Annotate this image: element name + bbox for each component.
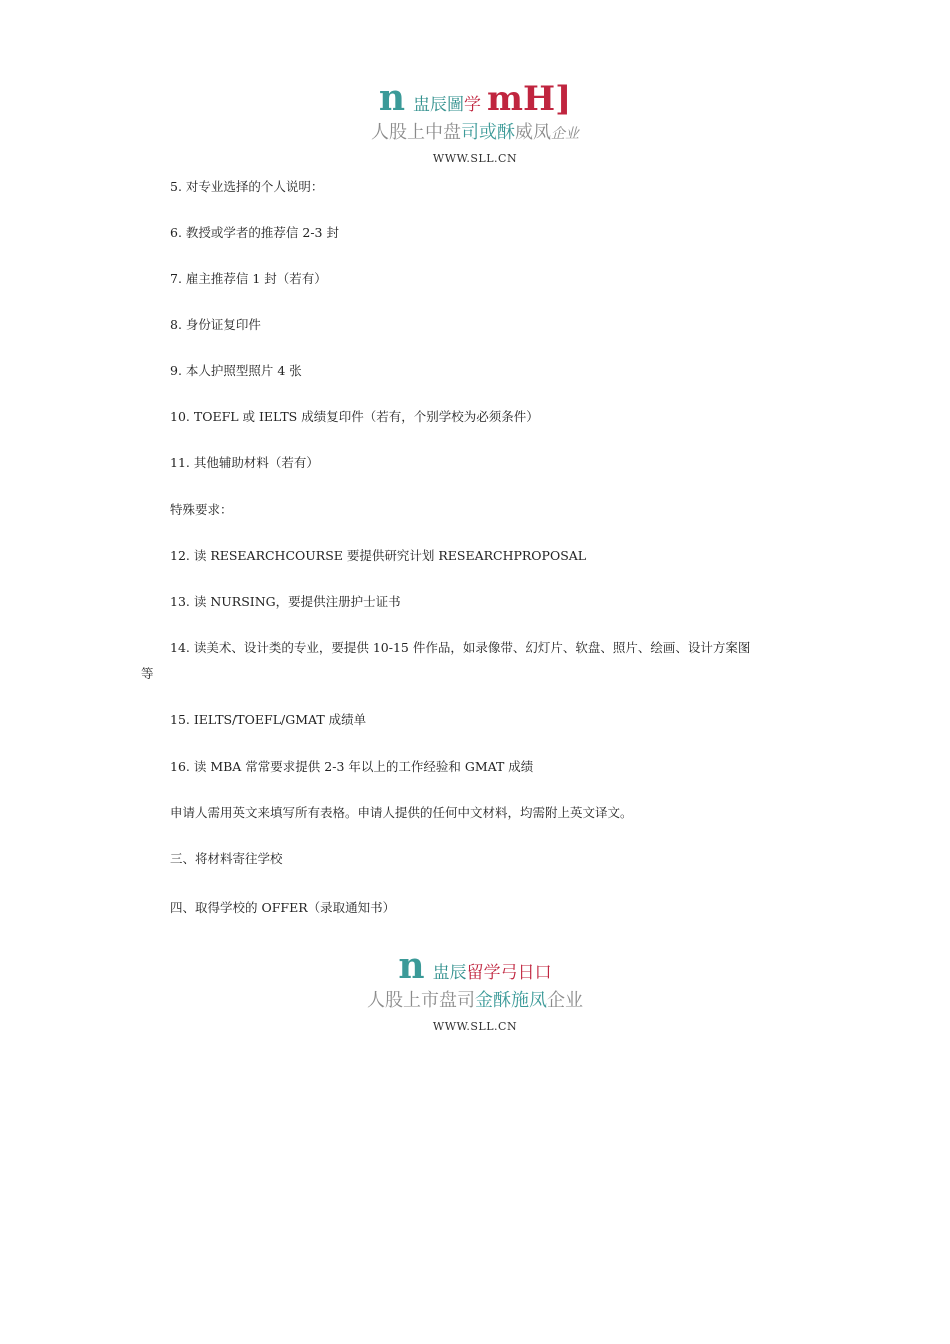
logo-mh-mark: mH] [487, 79, 572, 119]
footer-logo [0, 945, 950, 1033]
tagline-part-4: 企业 [551, 126, 579, 142]
logo-tagline [0, 118, 950, 144]
footer-logo-text-c: 弓日口 [500, 963, 552, 983]
logo-text-a: 盅辰 [413, 95, 447, 115]
footer-url: WWW.SLL.CN [432, 1020, 518, 1033]
footer-logo-wordmark [0, 945, 950, 987]
section-heading: 三、将材料寄往学校 [170, 851, 283, 866]
footer-logo-text-a: 盅辰 [432, 963, 467, 983]
list-item: 9. 本人护照型照片 4 张 [170, 363, 302, 378]
footer-logo-text-b: 留学 [466, 963, 501, 983]
logo-wordmark [0, 77, 950, 119]
header-logo [0, 77, 950, 165]
logo-n-mark: n [378, 77, 405, 119]
footer-logo-tagline [0, 986, 950, 1012]
list-item: 11. 其他辅助材料（若有） [170, 455, 319, 470]
header-url: WWW.SLL.CN [432, 152, 518, 165]
list-item: 7. 雇主推荐信 1 封（若有） [170, 271, 327, 286]
list-item: 5. 对专业选择的个人说明： [170, 179, 324, 194]
paragraph: 申请人需用英文来填写所有表格。申请人提供的任何中文材料，均需附上英文译文。 [170, 805, 633, 820]
list-item: 12. 读 RESEARCHCOURSE 要提供研究计划 RESEARCHPROPOSAL [170, 548, 587, 563]
list-item: 13. 读 NURSING，要提供注册护士证书 [170, 594, 401, 609]
list-item: 14. 读美术、设计类的专业，要提供 10-15 件作品，如录像带、幻灯片、软盘、照片、绘画、设计方案图 [170, 640, 751, 655]
logo-text-c: 学 [464, 95, 481, 115]
tagline-part-2: 司或酥 [461, 122, 515, 143]
list-item: 10. TOEFL 或 IELTS 成绩复印件（若有，个别学校为必须条件） [170, 409, 539, 424]
footer-tagline-part-3: 企业 [547, 990, 583, 1011]
logo-text-b: 圖 [447, 95, 464, 115]
list-item: 15. IELTS/TOEFL/GMAT 成绩单 [170, 712, 367, 727]
list-item: 6. 教授或学者的推荐信 2-3 封 [170, 225, 339, 240]
footer-tagline-part-2: 金酥施凤 [475, 990, 547, 1011]
section-heading: 特殊要求： [170, 502, 233, 517]
tagline-part-1: 人股上中盘 [371, 122, 461, 143]
footer-tagline-part-1: 人股上市盘司 [367, 990, 475, 1011]
section-heading: 四、取得学校的 OFFER（录取通知书） [170, 900, 396, 915]
list-item: 16. 读 MBA 常常要求提供 2-3 年以上的工作经验和 GMAT 成绩 [170, 759, 534, 774]
tagline-part-3: 威凤 [515, 122, 551, 143]
footer-logo-n-mark: n [398, 945, 425, 987]
list-item: 8. 身份证复印件 [170, 317, 261, 332]
list-item-continuation: 等 [141, 666, 154, 681]
